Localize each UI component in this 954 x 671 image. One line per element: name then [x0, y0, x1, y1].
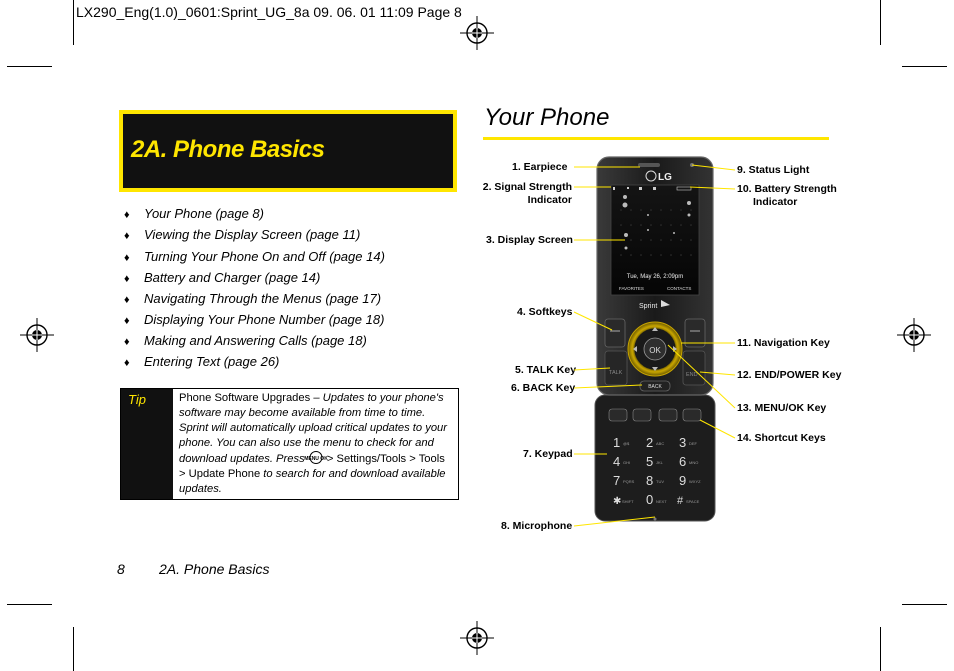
section-title: 2A. Phone Basics: [131, 136, 325, 163]
keypad-key-letters: @$: [623, 441, 630, 446]
keypad-key-letters: JKL: [656, 460, 663, 465]
callout-signal-line-1: 2. Signal Strength: [482, 181, 572, 193]
keypad-key-digit[interactable]: 8: [646, 473, 654, 488]
keypad-key-letters: PQRS: [623, 479, 635, 484]
keypad-key-letters: GHI: [623, 460, 631, 465]
callout-end-power-key: 12. END/POWER Key: [737, 369, 842, 381]
callout-microphone: 8. Microphone: [501, 520, 573, 532]
callout-shortcut-keys: 14. Shortcut Keys: [737, 432, 826, 444]
tip-body-end: to search for and download available updates.: [179, 468, 446, 495]
callout-status-light: 9. Status Light: [737, 164, 810, 176]
end-key-label: END: [686, 372, 698, 378]
tip-heading: Phone Software Upgrades: [179, 392, 311, 404]
tip-menu-path: Settings/Tools > Tools > Update Phone: [179, 453, 445, 480]
callout-signal-line-2: Indicator: [527, 194, 572, 206]
keypad-key-digit[interactable]: 6: [679, 454, 687, 469]
list-item-label: Making and Answering Calls (page 18): [144, 333, 367, 348]
footer-section-name: 2A. Phone Basics: [159, 561, 270, 577]
callout-battery-line-2: Indicator: [753, 196, 798, 208]
keypad-key-digit[interactable]: 9: [679, 473, 687, 488]
keypad-key-letters: MNO: [689, 460, 699, 465]
softkey-left-label: FAVORITES: [619, 286, 644, 291]
menu-ok-key-label: MENU OK: [303, 456, 328, 462]
keypad-key-letters: DEF: [689, 441, 697, 446]
keypad-key-digit[interactable]: #: [677, 495, 684, 507]
keypad-key-digit[interactable]: 0: [646, 492, 654, 507]
callout-keypad: 7. Keypad: [523, 448, 573, 460]
keypad-key-digit[interactable]: ✱: [613, 496, 622, 507]
callout-back-key: 6. BACK Key: [511, 382, 576, 394]
callout-navigation-key: 11. Navigation Key: [737, 337, 830, 349]
list-item-label: Viewing the Display Screen (page 11): [144, 227, 361, 242]
page-number: 8: [117, 561, 125, 577]
bullet-icon: ♦: [124, 315, 130, 327]
bullet-icon: ♦: [124, 273, 130, 285]
keypad-key-letters: SHIFT: [622, 499, 634, 504]
softkey-right-label: CONTACTS: [667, 286, 692, 291]
back-key-label: BACK: [648, 384, 662, 390]
tip-label: Tip: [128, 392, 146, 407]
callout-talk-key: 5. TALK Key: [515, 364, 577, 376]
list-item-label: Your Phone (page 8): [144, 206, 264, 221]
list-item-label: Turning Your Phone On and Off (page 14): [144, 249, 385, 264]
bullet-icon: ♦: [124, 357, 130, 369]
bullet-icon: ♦: [124, 230, 130, 242]
keypad-key-digit[interactable]: 4: [613, 454, 621, 469]
list-item-label: Entering Text (page 26): [144, 354, 280, 369]
your-phone-title: Your Phone: [484, 104, 610, 131]
keypad-key-letters: SPACE: [686, 499, 700, 504]
keypad-key-letters: TUV: [656, 479, 664, 484]
list-item-label: Battery and Charger (page 14): [144, 270, 321, 285]
callout-display-screen: 3. Display Screen: [486, 234, 573, 246]
tip-body: – Updates to your phone's software may become available from time to time. Sprint will automatically upload critical updates to your phone. You can also use the menu to check for and download updates. Press: [179, 392, 448, 465]
bullet-icon: ♦: [124, 252, 130, 264]
callout-menu-ok-key: 13. MENU/OK Key: [737, 402, 827, 414]
keypad-key-letters: NEXT: [656, 499, 667, 504]
keypad-key-digit[interactable]: 3: [679, 435, 687, 450]
keypad-key-digit[interactable]: 5: [646, 454, 654, 469]
callout-battery-line-1: 10. Battery Strength: [737, 183, 837, 195]
carrier-logo: Sprint: [639, 303, 658, 310]
callout-earpiece: 1. Earpiece: [512, 161, 568, 173]
print-slug: LX290_Eng(1.0)_0601:Sprint_UG_8a 09. 06. 01 11:09 Page 8: [76, 4, 462, 20]
talk-key-label: TALK: [609, 370, 623, 376]
keypad-key-letters: WXYZ: [689, 479, 701, 484]
tip-separator: >: [323, 453, 337, 465]
callout-softkeys: 4. Softkeys: [517, 306, 573, 318]
keypad-key-digit[interactable]: 7: [613, 473, 621, 488]
bullet-icon: ♦: [124, 209, 130, 221]
keypad-key-digit[interactable]: 2: [646, 435, 654, 450]
keypad-key-digit[interactable]: 1: [613, 435, 621, 450]
brand-label: LG: [658, 172, 672, 183]
screen-datetime: Tue, May 26, 2:09pm: [626, 274, 684, 280]
list-item-label: Displaying Your Phone Number (page 18): [144, 312, 385, 327]
keypad-key-letters: ABC: [656, 441, 665, 446]
menu-ok-key-text: OK: [649, 346, 661, 355]
list-item-label: Navigating Through the Menus (page 17): [144, 291, 382, 306]
bullet-icon: ♦: [124, 336, 130, 348]
bullet-icon: ♦: [124, 294, 130, 306]
